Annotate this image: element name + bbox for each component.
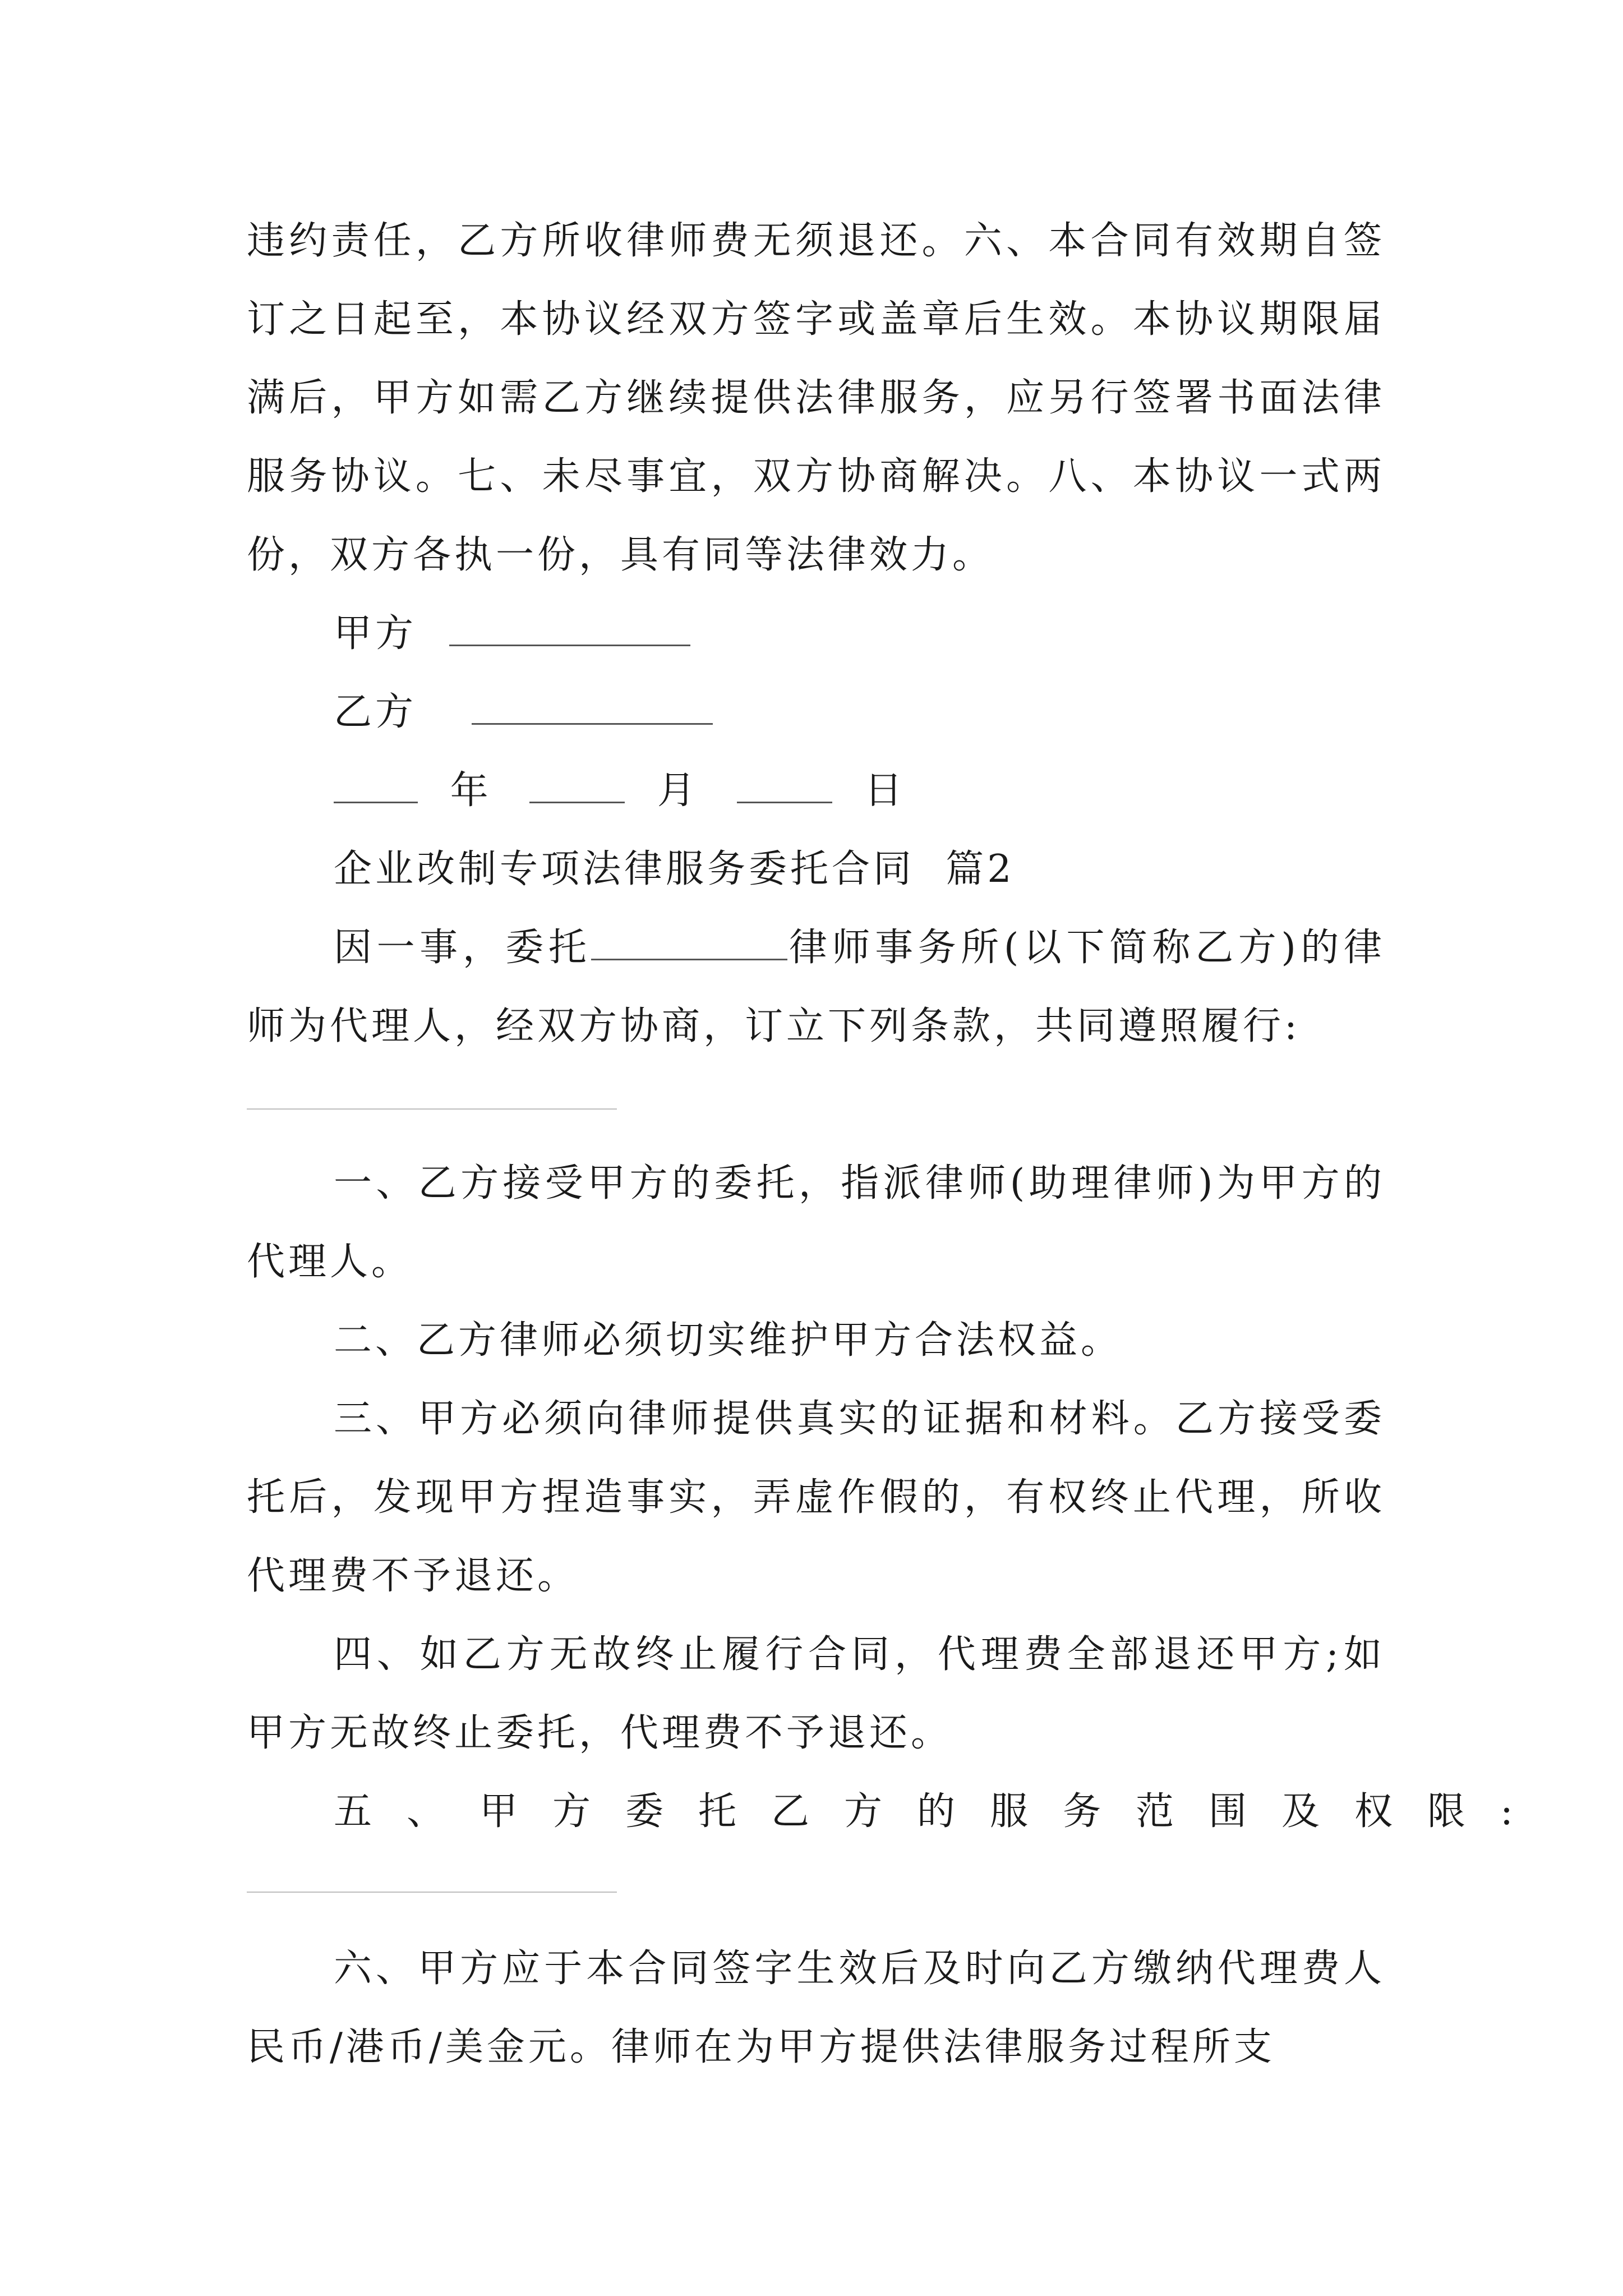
party-a-label: 甲方 (334, 611, 417, 656)
paragraph-terms-end: 违约责任，乙方所收律师费无须退还。六、本合同有效期自签订之日起至，本协议经双方签字或盖章后生效。本协议期限届满后，甲方如需乙方继续提供法律服务，应另行签署书面法律服务协议。七、未尽事宜，双方协商解决。八、本协议一式两份，双方各执一份，具有同等法律效力。 (247, 219, 1385, 577)
document-body (247, 202, 1548, 2087)
clause-6: 六、甲方应于本合同签字生效后及时向乙方缴纳代理费人民币/港币/美金元。律师在为甲方提供法律服务过程所支 (247, 1947, 1385, 2069)
clause-2: 二、乙方律师必须切实维护甲方合法权益。 (334, 1318, 1123, 1363)
month-label: 月 (657, 769, 699, 813)
month-blank (529, 769, 625, 803)
year-blank (334, 769, 418, 803)
party-b-blank (472, 691, 713, 725)
spacer (247, 1066, 1385, 1144)
separator-rule (247, 1892, 617, 1893)
party-a-blank (449, 612, 690, 646)
section-title: 企业改制专项法律服务委托合同 篇2 (334, 847, 1015, 891)
clause-5: 五、甲方委托乙方的服务范围及权限: (334, 1789, 1548, 1834)
intro-text-b: 律师事务所(以下简称乙方)的律师为代理人，经双方协商，订立下列条款，共同遵照履行: (247, 926, 1385, 1048)
clause-3: 三、甲方必须向律师提供真实的证据和材料。乙方接受委托后，发现甲方捏造事实，弄虚作假的，有权终止代理，所收代理费不予退还。 (247, 1397, 1385, 1598)
clause-1: 一、乙方接受甲方的委托，指派律师(助理律师)为甲方的代理人。 (247, 1161, 1385, 1284)
party-b-signature-line (334, 673, 1385, 752)
day-label: 日 (864, 769, 906, 813)
intro-text-a: 因一事，委托 (334, 926, 592, 970)
day-blank (737, 769, 832, 803)
year-label: 年 (450, 769, 492, 813)
separator-rule (247, 1108, 617, 1110)
firm-name-blank (591, 930, 787, 960)
intro-paragraph (247, 909, 1385, 1066)
date-line (334, 752, 1385, 830)
party-b-label: 乙方 (334, 690, 417, 734)
party-a-signature-line (334, 595, 1385, 673)
clause-4: 四、如乙方无故终止履行合同，代理费全部退还甲方;如甲方无故终止委托，代理费不予退还。 (247, 1632, 1385, 1755)
spacer (247, 1851, 1385, 1930)
